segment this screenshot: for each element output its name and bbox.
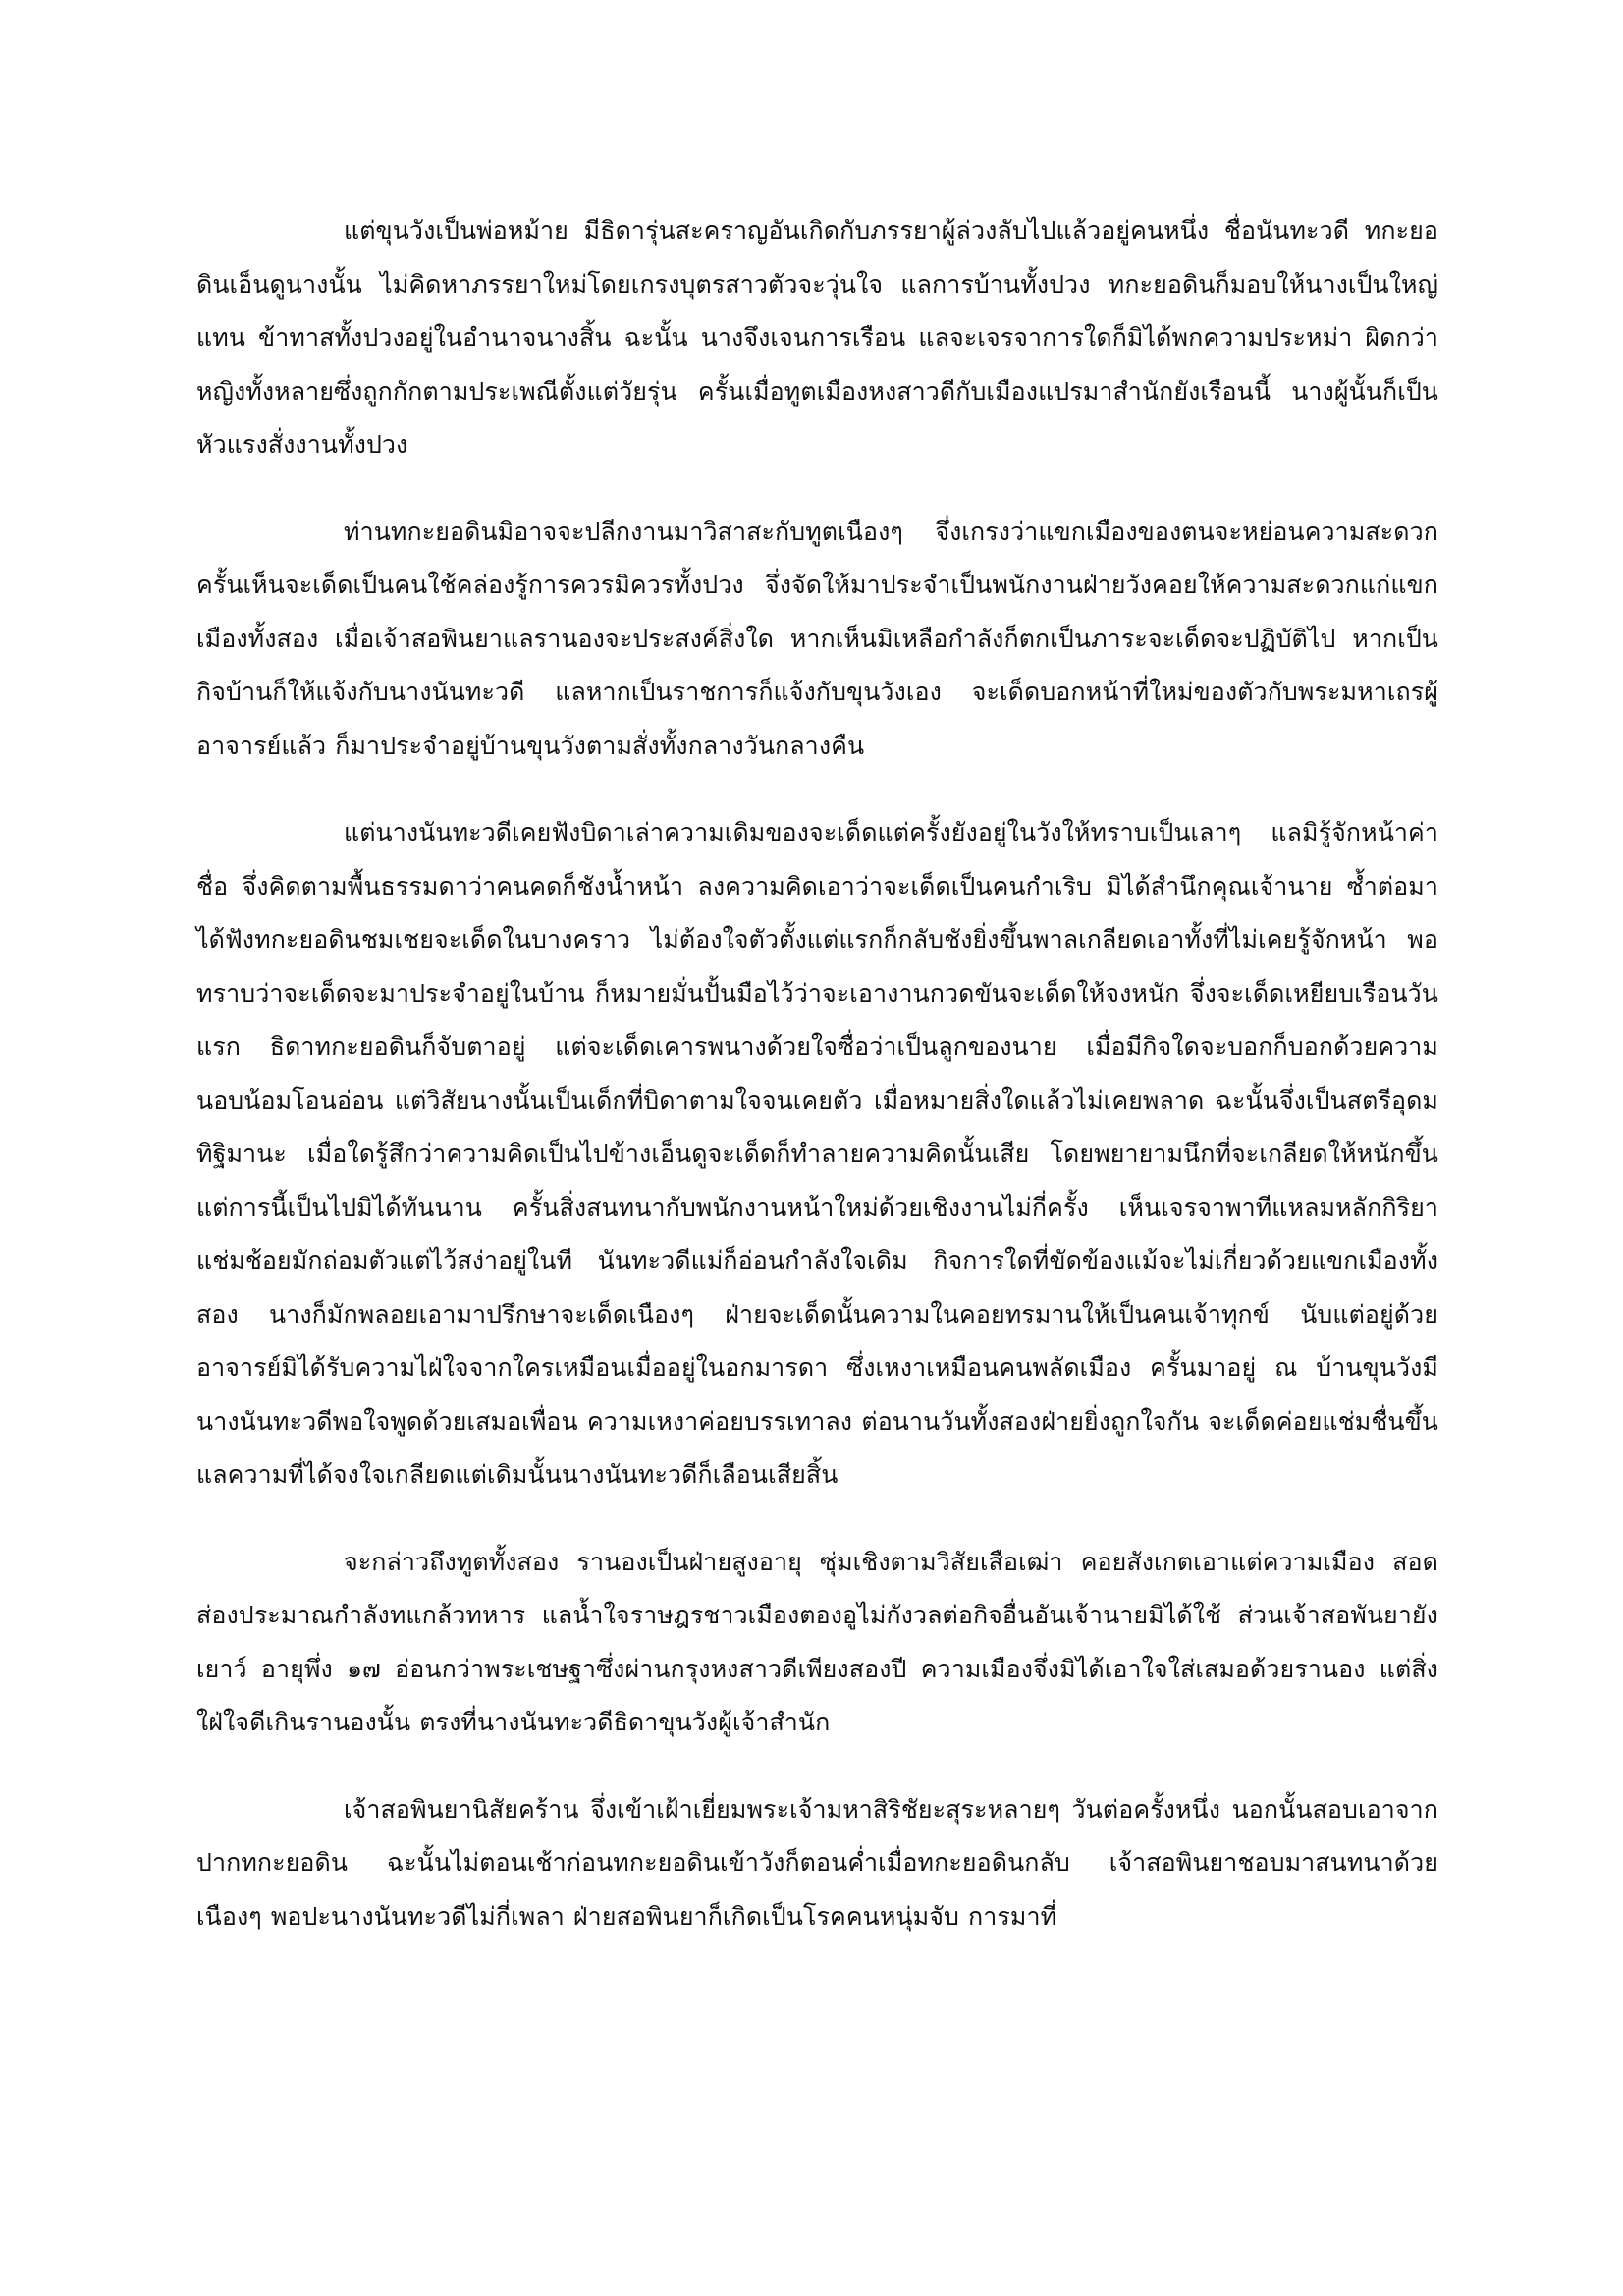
paragraph-2: ท่านทกะยอดินมิอาจจะปลีกงานมาวิสาสะกับทูตเนืองๆ จึ่งเกรงว่าแขกเมืองของตนจะหย่อนความสะดวก ครั้นเห็นจะเด็ดเป็นคนใช้คล่องรู้การควรมิควรทั้งปวง จึ่งจัดให้มาประจำเป็นพนักงานฝ่ายวังคอยให้ความสะดวกแก่แขกเมืองทั้งสอง เมื่อเจ้าสอพินยาแลรานองจะประสงค์สิ่งใด หากเห็นมิเหลือกำลังก็ตกเป็นภาระจะเด็ดจะปฏิบัติไป หากเป็นกิจบ้านก็ให้แจ้งกับนางนันทะวดี แลหากเป็นราชการก็แจ้งกับขุนวังเอง จะเด็ดบอกหน้าที่ใหม่ของตัวกับพระมหาเถรผู้อาจารย์แล้ว ก็มาประจำอยู่บ้านขุนวังตามสั่งทั้งกลางวันกลางคืน: [196, 517, 1438, 760]
paragraph-1: แต่ขุนวังเป็นพ่อหม้าย มีธิดารุ่นสะคราญอันเกิดกับภรรยาผู้ล่วงลับไปแล้วอยู่คนหนึ่ง ชื่อนันทะวดี ทกะยอดินเอ็นดูนางนั้น ไม่คิดหาภรรยาใหม่โดยเกรงบุตรสาวตัวจะวุ่นใจ แลการบ้านทั้งปวง ทกะยอดินก็มอบให้นางเป็นใหญ่แทน ข้าทาสทั้งปวงอยู่ในอำนาจนางสิ้น ฉะนั้น นางจึงเจนการเรือน แลจะเจรจาการใดก็มิได้พกความประหม่า ผิดกว่าหญิงทั้งหลายซึ่งถูกกักตามประเพณีตั้งแต่วัยรุ่น ครั้นเมื่อทูตเมืองหงสาวดีกับเมืองแปรมาสำนักยังเรือนนี้ นางผู้นั้นก็เป็นหัวแรงสั่งงานทั้งปวง: [196, 216, 1438, 459]
paragraph-5: เจ้าสอพินยานิสัยคร้าน จึ่งเข้าเฝ้าเยี่ยมพระเจ้ามหาสิริชัยะสุระหลายๆ วันต่อครั้งหนึ่ง นอกนั้นสอบเอาจากปากทกะยอดิน ฉะนั้นไม่ตอนเช้าก่อนทกะยอดินเข้าวังก็ตอนค่ำเมื่อทกะยอดินกลับ เจ้าสอพินยาชอบมาสนทนาด้วยเนืองๆ พอปะนางนันทะวดีไม่กี่เพลา ฝ่ายสอพินยาก็เกิดเป็นโรคคนหนุ่มจับ การมาที่: [196, 1794, 1438, 1931]
paragraph-4: จะกล่าวถึงทูตทั้งสอง รานองเป็นฝ่ายสูงอายุ ซุ่มเชิงตามวิสัยเสือเฒ่า คอยสังเกตเอาแต่ความเมือง สอดส่องประมาณกำลังทแกล้วทหาร แลน้ำใจราษฎรชาวเมืองตองอูไม่กังวลต่อกิจอื่นอันเจ้านายมิได้ใช้ ส่วนเจ้าสอพันยายังเยาว์ อายุพึ่ง ๑๗ อ่อนกว่าพระเชษฐาซึ่งผ่านกรุงหงสาวดีเพียงสองปี ความเมืองจึ่งมิได้เอาใจใส่เสมอด้วยรานอง แต่สิ่งใฝ่ใจดีเกินรานองนั้น ตรงที่นางนันทะวดีธิดาขุนวังผู้เจ้าสำนัก: [196, 1547, 1438, 1736]
paragraph-3: แต่นางนันทะวดีเคยฟังบิดาเล่าความเดิมของจะเด็ดแต่ครั้งยังอยู่ในวังให้ทราบเป็นเลาๆ แลมิรู้จักหน้าค่าชื่อ จึ่งคิดตามพื้นธรรมดาว่าคนคดก็ชังน้ำหน้า ลงความคิดเอาว่าจะเด็ดเป็นคนกำเริบ มิได้สำนึกคุณเจ้านาย ซ้ำต่อมาได้ฟังทกะยอดินชมเชยจะเด็ดในบางคราว ไม่ต้องใจตัวตั้งแต่แรกก็กลับชังยิ่งขึ้นพาลเกลียดเอาทั้งที่ไม่เคยรู้จักหน้า พอทราบว่าจะเด็ดจะมาประจำอยู่ในบ้าน ก็หมายมั่นปั้นมือไว้ว่าจะเอางานกวดขันจะเด็ดให้จงหนัก จึ่งจะเด็ดเหยียบเรือนวันแรก ธิดาทกะยอดินก็จับตาอยู่ แต่จะเด็ดเคารพนางด้วยใจซื่อว่าเป็นลูกของนาย เมื่อมีกิจใดจะบอกก็บอกด้วยความนอบน้อมโอนอ่อน แต่วิสัยนางนั้นเป็นเด็กที่บิดาตามใจจนเคยตัว เมื่อหมายสิ่งใดแล้วไม่เคยพลาด ฉะนั้นจึ่งเป็นสตรีอุดมทิฐิมานะ เมื่อใดรู้สึกว่าความคิดเป็นไปข้างเอ็นดูจะเด็ดก็ทำลายความคิดนั้นเสีย โดยพยายามนึกที่จะเกลียดให้หนักขึ้น แต่การนี้เป็นไปมิได้ทันนาน ครั้นสิ่งสนทนากับพนักงานหน้าใหม่ด้วยเชิงงานไม่กี่ครั้ง เห็นเจรจาพาทีแหลมหลักกิริยาแช่มช้อยมักถ่อมตัวแต่ไว้สง่าอยู่ในที นันทะวดีแม่ก็อ่อนกำลังใจเดิม กิจการใดที่ขัดข้องแม้จะไม่เกี่ยวด้วยแขกเมืองทั้งสอง นางก็มักพลอยเอามาปรึกษาจะเด็ดเนืองๆ ฝ่ายจะเด็ดนั้นความในคอยทรมานให้เป็นคนเจ้าทุกข์ นับแต่อยู่ด้วยอาจารย์มิได้รับความไฝ่ใจจากใครเหมือนเมื่ออยู่ในอกมารดา ซึ่งเหงาเหมือนคนพลัดเมือง ครั้นมาอยู่ ณ บ้านขุนวังมีนางนันทะวดีพอใจพูดด้วยเสมอเพื่อน ความเหงาค่อยบรรเทาลง ต่อนานวันทั้งสองฝ่ายยิ่งถูกใจกัน จะเด็ดค่อยแช่มชื่นขึ้น แลความที่ได้จงใจเกลียดแต่เดิมนั้นนางนันทะวดีก็เลือนเสียสิ้น: [196, 818, 1438, 1489]
